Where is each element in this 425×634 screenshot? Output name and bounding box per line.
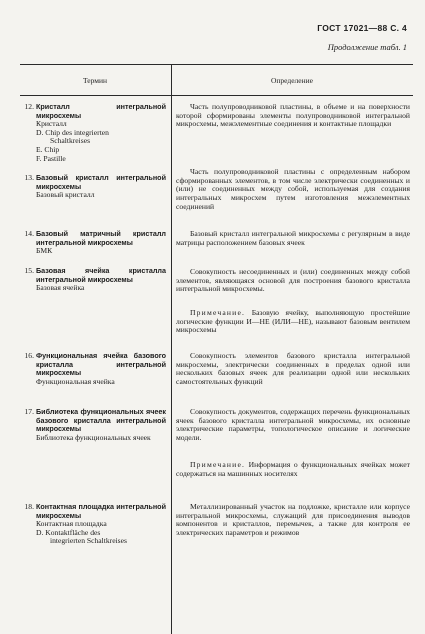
term-main: Базовый кристалл интегральной микросхемы — [36, 173, 166, 191]
term-number: 13. — [24, 173, 34, 182]
note-label: Примечание. — [190, 308, 246, 317]
term-number: 15. — [24, 266, 34, 275]
term-foreign-de-cont: Schaltkreises — [50, 136, 91, 146]
term-synonym: Контактная площадка — [36, 519, 107, 529]
definition-13: Часть полупроводниковой пластины с определенным набором сформированных элементов, в том числе электрически соединенных и (или) не соединенных между собой, используемая для создания интегральных микросхем путем изготовления межэлементных соединений — [176, 167, 410, 211]
term-main: Библиотека функциональных ячеек базового кристалла интегральной микросхемы — [36, 407, 166, 434]
term-synonym: БМК — [36, 246, 53, 256]
term-entry-17 — [20, 408, 166, 442]
column-divider — [171, 64, 172, 634]
definition-16: Совокупность элементов базового кристалла интегральной микросхемы, электрически соединенных в пределах одной или нескольких базовых ячеек для реализации одной или нескольких самостоятельных функций — [176, 351, 410, 386]
term-main: Функциональная ячейка базового кристалла интегральной микросхемы — [36, 351, 166, 378]
definition-15: Совокупность несоединенных и (или) соединенных между собой элементов, являющаяся основой для построения базового кристалла интегральной микросхемы. — [176, 267, 410, 294]
term-synonym: Функциональная ячейка — [36, 376, 115, 386]
term-main: Базовая ячейка кристалла интегральной микросхемы — [36, 266, 166, 284]
term-entry-14 — [20, 230, 166, 256]
note-15 — [176, 309, 410, 335]
term-synonym: Кристалл — [36, 119, 67, 129]
definition-12: Часть полупроводниковой пластины, в объеме и на поверхности которой сформированы элементы полупроводниковой интегральной микросхемы, межэлементные соединения и контактные площадки — [176, 102, 410, 129]
note-label: Примечание. — [190, 460, 246, 469]
term-foreign-de: D. Kontaktfläche des — [36, 527, 101, 537]
term-main: Контактная площадка интегральной микросхемы — [36, 502, 166, 520]
term-synonym: Базовая ячейка — [36, 283, 85, 293]
table-top-rule — [20, 64, 413, 65]
column-header-definition: Определение — [271, 76, 313, 85]
term-main: Базовый матричный кристалл интегральной микросхемы — [36, 229, 166, 247]
column-header-term: Термин — [82, 76, 108, 85]
term-entry-15 — [20, 267, 166, 293]
table-continuation-label: Продолжение табл. 1 — [327, 42, 407, 52]
term-entry-18 — [20, 503, 166, 546]
page-header: ГОСТ 17021—88 С. 4 — [317, 23, 407, 33]
term-foreign-en: E. Chip — [36, 144, 60, 154]
term-foreign-fr: F. Pastille — [36, 153, 66, 163]
definition-18: Металлизированный участок на подложке, кристалле или корпусе интегральной микросхемы, служащий для присоединения выводов компонентов и кристаллов, перемычек, а также для контроля ее электрических параметров и режимов — [176, 502, 410, 537]
term-main: Кристалл интегральной микросхемы — [36, 102, 166, 120]
term-entry-16 — [20, 352, 166, 386]
term-entry-13 — [20, 174, 166, 200]
term-entry-12 — [20, 103, 166, 163]
term-number: 18. — [24, 502, 34, 511]
note-text: Информация о функциональных ячейках может содержаться на машинных носителях — [176, 460, 410, 478]
term-number: 17. — [24, 407, 34, 416]
term-number: 14. — [24, 229, 34, 238]
term-synonym: Базовый кристалл — [36, 190, 95, 200]
term-foreign-de: D. Chip des integrierten — [36, 127, 109, 137]
table-header-rule — [20, 95, 413, 96]
term-number: 12. — [24, 102, 34, 111]
term-foreign-de-cont: integrierten Schaltkreises — [50, 536, 127, 546]
note-text: Базовую ячейку, выполняющую простейшие логические функции И—НЕ (ИЛИ—НЕ), называют базовым вентилем микросхемы — [176, 308, 410, 335]
definition-14: Базовый кристалл интегральной микросхемы с регулярным в виде матрицы расположением базовых ячеек — [176, 229, 410, 247]
term-synonym: Библиотека функциональных ячеек — [36, 432, 151, 442]
note-17 — [176, 461, 410, 478]
definition-17: Совокупность документов, содержащих перечень функциональных ячеек базового кристалла интегральной микросхемы, их основные электрические параметры, топологическое описание и логические модели. — [176, 407, 410, 442]
term-number: 16. — [24, 351, 34, 360]
